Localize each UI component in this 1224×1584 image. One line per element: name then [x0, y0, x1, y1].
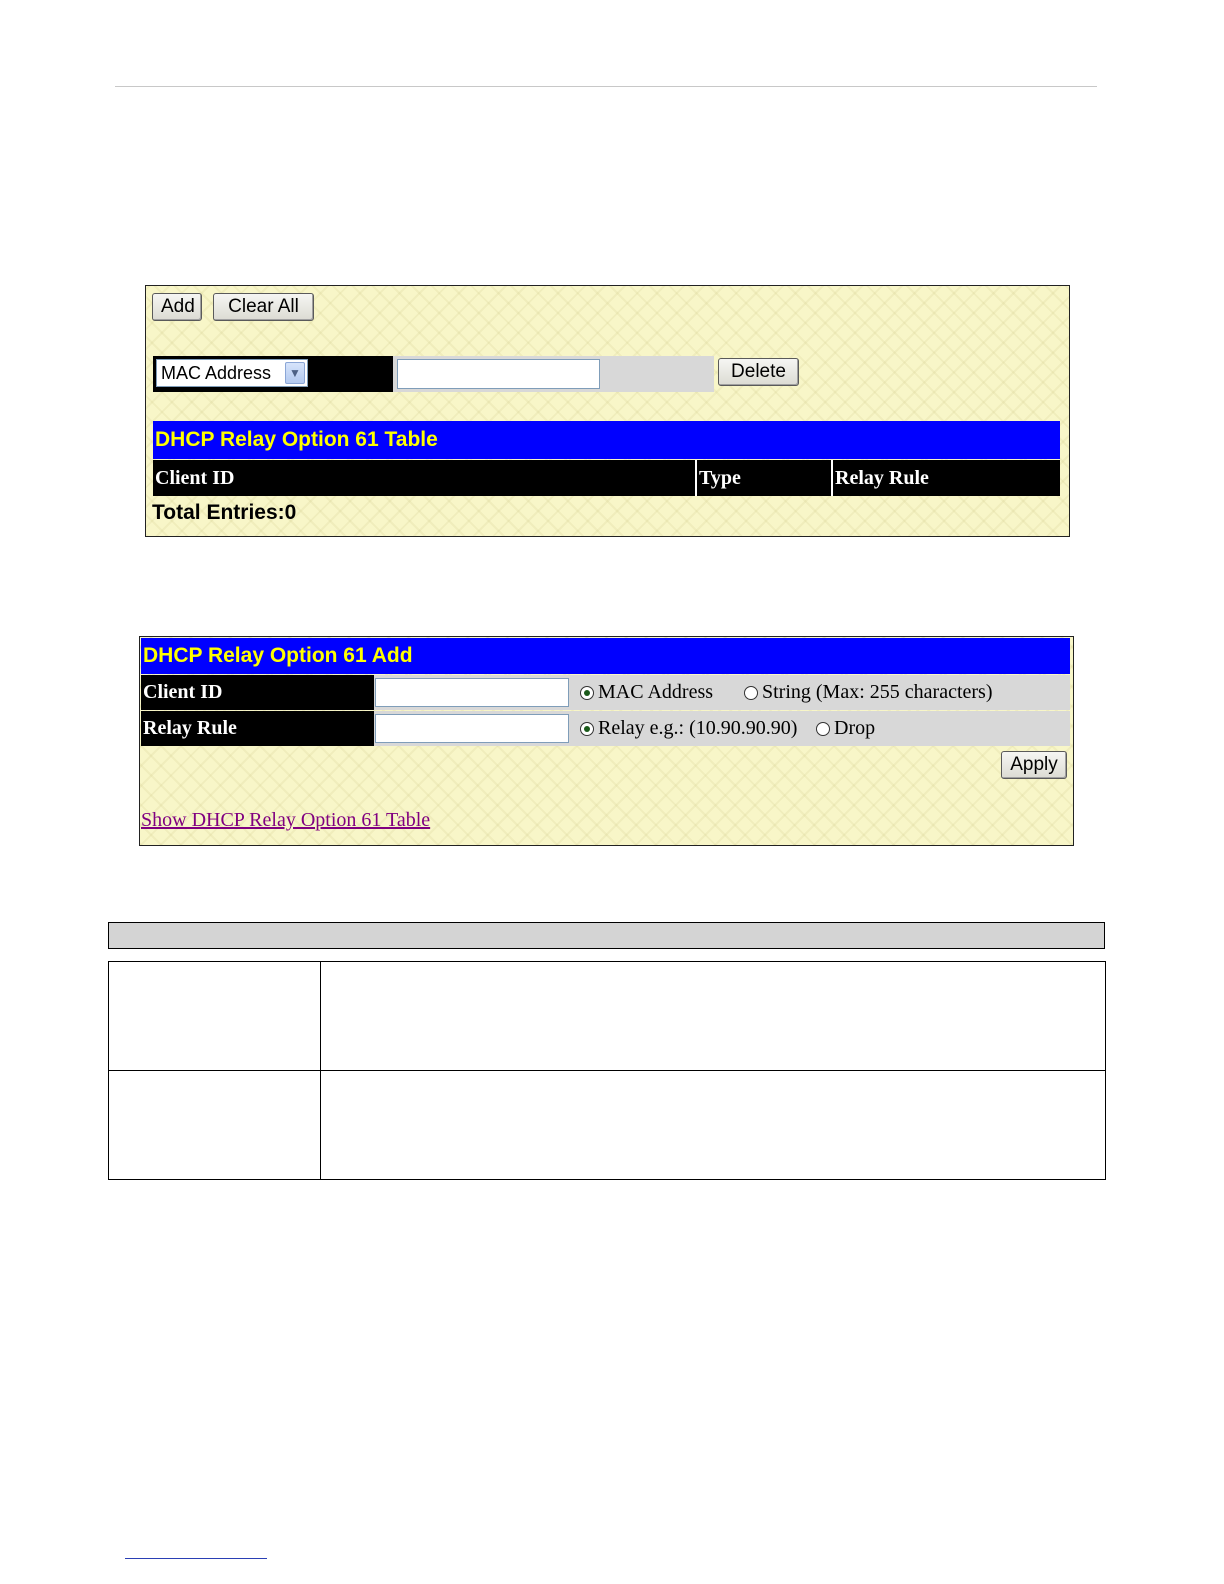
- radio-checked-icon[interactable]: [580, 722, 594, 736]
- filter-type-select-value: MAC Address: [161, 363, 272, 383]
- client-id-type-string-label: String (Max: 255 characters): [762, 681, 993, 703]
- relay-rule-relay-label: Relay e.g.: (10.90.90.90): [598, 717, 798, 739]
- add-button[interactable]: Add: [152, 293, 202, 321]
- apply-button[interactable]: Apply: [1001, 751, 1067, 779]
- parameter-table-header: [108, 922, 1105, 949]
- table-header-row: [153, 460, 1060, 496]
- total-entries: Total Entries:0: [152, 501, 297, 524]
- filter-type-select[interactable]: [156, 359, 308, 387]
- table-title: DHCP Relay Option 61 Table: [153, 421, 1060, 459]
- radio-unchecked-icon[interactable]: [816, 722, 830, 736]
- relay-rule-drop-radio[interactable]: [816, 711, 875, 746]
- add-panel-title: DHCP Relay Option 61 Add: [141, 638, 1070, 674]
- column-header-relay-rule: Relay Rule: [831, 460, 1060, 496]
- client-id-type-mac-radio[interactable]: [580, 675, 713, 710]
- relay-rule-relay-radio[interactable]: [580, 711, 797, 746]
- clear-all-button[interactable]: Clear All: [213, 293, 314, 321]
- chevron-down-icon[interactable]: ▼: [285, 362, 305, 384]
- relay-rule-input[interactable]: [375, 714, 569, 743]
- column-header-type: Type: [695, 460, 829, 496]
- column-header-client-id: Client ID: [155, 467, 235, 489]
- option61-add-panel: [139, 636, 1074, 846]
- client-id-row: [374, 675, 1070, 710]
- radio-unchecked-icon[interactable]: [744, 686, 758, 700]
- show-table-link[interactable]: Show DHCP Relay Option 61 Table: [141, 809, 431, 831]
- delete-button[interactable]: Delete: [718, 358, 799, 386]
- table-row-divider: [109, 1070, 1105, 1071]
- filter-input-cell: [393, 356, 714, 392]
- filter-select-cell: [153, 356, 393, 392]
- option61-table-panel: [145, 285, 1070, 537]
- client-id-type-mac-label: MAC Address: [598, 681, 714, 703]
- parameter-description-table: [108, 961, 1106, 1180]
- client-id-label: Client ID: [141, 675, 374, 710]
- radio-checked-icon[interactable]: [580, 686, 594, 700]
- relay-rule-row: [374, 711, 1070, 746]
- filter-value-input[interactable]: [397, 359, 600, 389]
- relay-rule-label: Relay Rule: [141, 711, 374, 746]
- footer-divider: [125, 1558, 267, 1559]
- top-divider: [115, 86, 1097, 87]
- client-id-input[interactable]: [375, 678, 569, 707]
- relay-rule-drop-label: Drop: [834, 717, 876, 739]
- client-id-type-string-radio[interactable]: [744, 675, 992, 710]
